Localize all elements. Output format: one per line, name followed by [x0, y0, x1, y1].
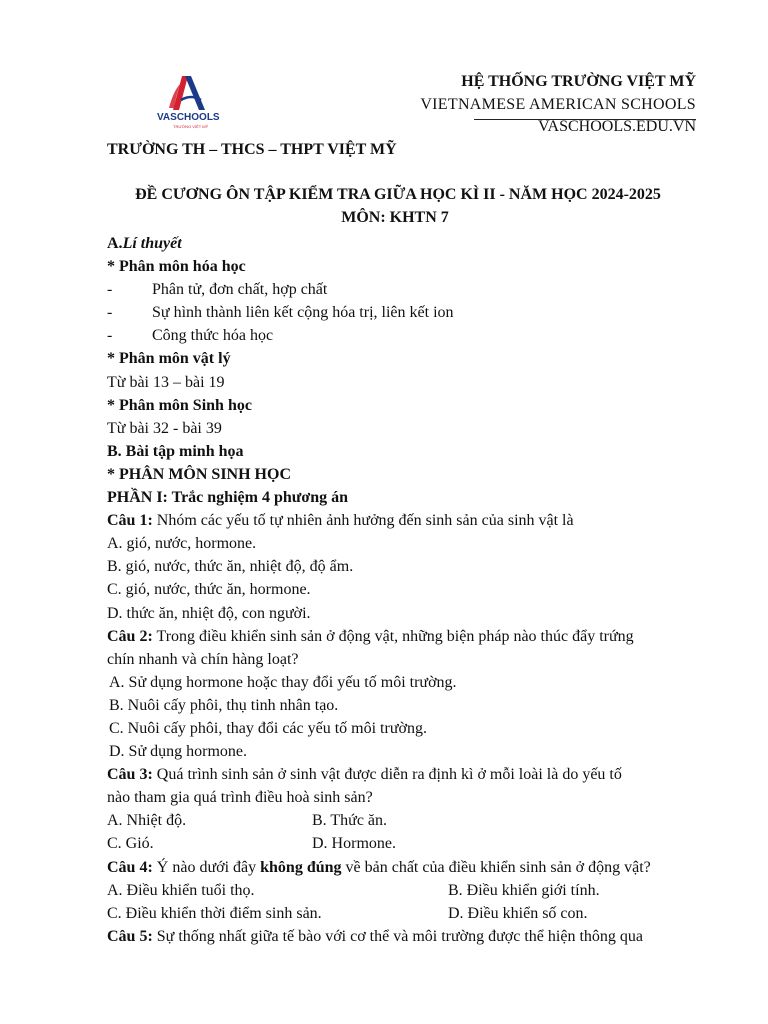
phys-heading: * Phân môn vật lý [107, 350, 231, 368]
list-item: - Sự hình thành liên kết cộng hóa trị, liên kết ion [107, 304, 454, 322]
answer-option: A. gió, nước, hormone. [107, 535, 257, 553]
theory-heading: A.Lí thuyết [107, 235, 182, 252]
answer-option: C. Gió. [107, 835, 154, 853]
exercises-heading: B. Bài tập minh họa [107, 442, 244, 460]
school-name: TRƯỜNG TH – THCS – THPT VIỆT MỸ [107, 141, 397, 158]
answer-row [107, 879, 707, 902]
document-title: ĐỀ CƯƠNG ÔN TẬP KIỂM TRA GIỮA HỌC KÌ II - NĂM HỌC 2024-2025 [135, 186, 661, 203]
chem-heading: * Phân môn hóa học [107, 258, 246, 276]
answer-option: B. Nuôi cấy phôi, thụ tinh nhân tạo. [109, 696, 339, 714]
answer-option: A. Sử dụng hormone hoặc thay đổi yếu tố môi trường. [109, 673, 457, 691]
answer-option: B. Điều khiển giới tính. [448, 881, 600, 899]
list-item: - Công thức hóa học [107, 327, 274, 345]
phys-range: Từ bài 13 – bài 19 [107, 373, 225, 391]
logo-mark-icon [155, 70, 225, 132]
part1-heading: PHẦN I: Trắc nghiệm 4 phương án [107, 489, 349, 507]
header-english-name: VIETNAMESE AMERICAN SCHOOLS [420, 96, 696, 113]
list-item: - Phân tử, đơn chất, hợp chất [107, 281, 328, 299]
answer-option: D. Điều khiển số con. [448, 904, 588, 922]
subject-title: MÔN: KHTN 7 [341, 209, 449, 226]
svg-text:TRƯỜNG VIỆT MỸ: TRƯỜNG VIỆT MỸ [173, 124, 209, 129]
answer-option: D. Hormone. [312, 835, 396, 853]
header-website: VASCHOOLS.EDU.VN [538, 118, 696, 135]
answer-option: D. thức ăn, nhiệt độ, con người. [107, 604, 311, 622]
answer-option: D. Sử dụng hormone. [109, 743, 247, 761]
bio-range: Từ bài 32 - bài 39 [107, 419, 222, 437]
answer-option: C. Điều khiển thời điểm sinh sản. [107, 904, 322, 922]
answer-option: A. Điều khiển tuổi thọ. [107, 881, 255, 899]
answer-row [107, 902, 707, 925]
answer-row [107, 832, 707, 855]
bio-heading: * Phân môn Sinh học [107, 396, 252, 414]
svg-text:VASCHOOLS: VASCHOOLS [157, 112, 220, 123]
answer-option: C. Nuôi cấy phôi, thay đổi các yếu tố môi trường. [109, 719, 427, 737]
question-3: Câu 3: Quá trình sinh sản ở sinh vật được diễn ra định kì ở mỗi loài là do yếu tố [107, 766, 622, 784]
answer-row [107, 809, 707, 832]
answer-option: C. gió, nước, thức ăn, hormone. [107, 581, 311, 599]
answer-option: B. Thức ăn. [312, 812, 388, 830]
bio-section-heading: * PHÂN MÔN SINH HỌC [107, 465, 291, 483]
question-3-cont: nào tham gia quá trình điều hoà sinh sản? [107, 789, 373, 807]
question-2: Câu 2: Trong điều khiển sinh sản ở động vật, những biện pháp nào thúc đẩy trứng [107, 627, 634, 645]
answer-option: B. gió, nước, thức ăn, nhiệt độ, độ ẩm. [107, 558, 354, 576]
answer-option: A. Nhiệt độ. [107, 812, 187, 830]
header-system-name: HỆ THỐNG TRƯỜNG VIỆT MỸ [461, 73, 696, 90]
question-4: Câu 4: Ý nào dưới đây không đúng về bản chất của điều khiển sinh sản ở động vật? [107, 858, 651, 876]
document-body [107, 232, 707, 948]
question-5: Câu 5: Sự thống nhất giữa tế bào với cơ thể và môi trường được thể hiện thông qua [107, 927, 643, 945]
question-1: Câu 1: Nhóm các yếu tố tự nhiên ảnh hưởng đến sinh sản của sinh vật là [107, 512, 574, 530]
question-2-cont: chín nhanh và chín hàng loạt? [107, 650, 299, 668]
vaschools-logo [155, 70, 225, 132]
